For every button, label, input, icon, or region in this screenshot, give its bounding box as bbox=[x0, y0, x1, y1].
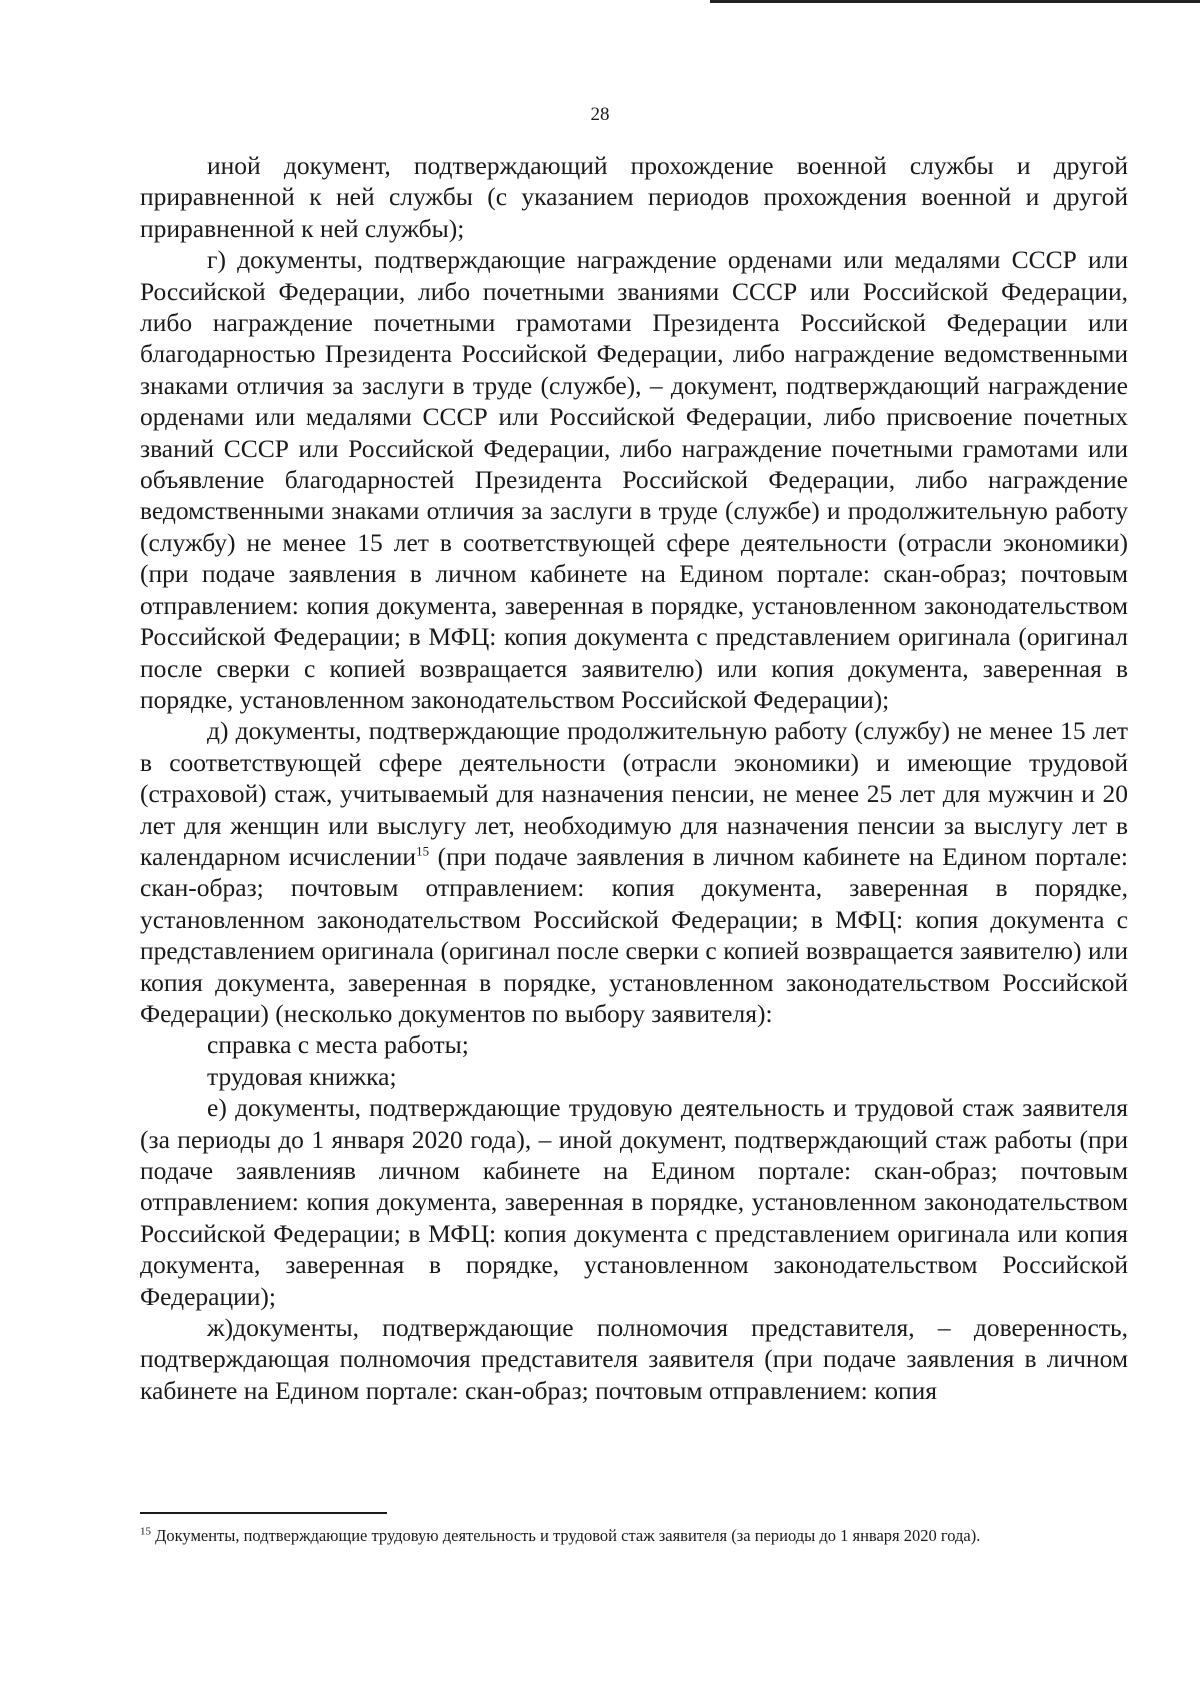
paragraph-d-text-after: (при подаче заявления в личном кабинете на Едином портале: скан-образ; почтовым отправлением: копия документа, заверенная в порядке, установленном законодательством Российской Федерации; в МФЦ: копия документа с представлением оригинала (оригинал после сверки с копией возвращается заявителю) или копия документа, заверенная в порядке, установленном законодательством Российской Федерации) (несколько документов по выбору заявителя): bbox=[140, 841, 1128, 1028]
paragraph-d-work-experience bbox=[140, 715, 1128, 1029]
footnote-marker: 15 bbox=[140, 1525, 151, 1538]
paragraph-d-text-before: д) документы, подтверждающие продолжительную работу (службу) не менее 15 лет в соответствующей сфере деятельности (отрасли экономики) и имеющие трудовой (страховой) стаж, учитываемый для назначения пенсии, не менее 25 лет для мужчин и 20 лет для женщин или выслугу лет, необходимую для назначения пенсии за выслугу лет в календарном исчислении bbox=[140, 716, 1128, 871]
footnote-text: Документы, подтверждающие трудовую деятельность и трудовой стаж заявителя (за периоды до 1 января 2020 года). bbox=[151, 1526, 981, 1545]
footnote bbox=[140, 1524, 1100, 1547]
page-number: 28 bbox=[590, 104, 610, 125]
list-item-work-book: трудовая книжка; bbox=[207, 1061, 397, 1091]
document-body bbox=[140, 150, 1128, 1406]
list-item-work-certificate: справка с места работы; bbox=[207, 1030, 469, 1060]
top-border-line bbox=[710, 0, 1200, 3]
paragraph-e-labor-activity: е) документы, подтверждающие трудовую деятельность и трудовой стаж заявителя (за периоды до 1 января 2020 года), – иной документ, подтверждающий стаж работы (при подаче заявленияв личном кабинете на Едином портале: скан-образ; почтовым отправлением: копия документа, заверенная в порядке, установленном законодательством Российской Федерации; в МФЦ: копия документа с представлением оригинала или копия документа, заверенная в порядке, установленном законодательством Российской Федерации); bbox=[140, 1093, 1128, 1311]
paragraph-g-awards: г) документы, подтверждающие награждение орденами или медалями СССР или Российской Федерации, либо почетными званиями СССР или Российской Федерации, либо награждение почетными грамотами Президента Российской Федерации или благодарностью Президента Российской Федерации, либо награждение ведомственными знаками отличия за заслуги в труде (службе), – документ, подтверждающий награждение орденами или медалями СССР или Российской Федерации, либо присвоение почетных званий СССР или Российской Федерации, либо награждение почетными грамотами или объявление благодарностей Президента Российской Федерации, либо награждение ведомственными знаками отличия за заслуги в труде (службе) и продолжительную работу (службу) не менее 15 лет в соответствующей сфере деятельности (отрасли экономики) (при подаче заявления в личном кабинете на Едином портале: скан-образ; почтовым отправлением: копия документа, заверенная в порядке, установленном законодательством Российской Федерации; в МФЦ: копия документа с представлением оригинала (оригинал после сверки с копией возвращается заявителю) или копия документа, заверенная в порядке, установленном законодательством Российской Федерации); bbox=[140, 245, 1128, 714]
footnote-reference: 15 bbox=[416, 843, 430, 859]
footnote-separator bbox=[140, 1512, 387, 1514]
paragraph-military-service: иной документ, подтверждающий прохождение военной службы и другой приравненной к ней службы (с указанием периодов прохождения военной и другой приравненной к ней службы); bbox=[140, 151, 1128, 243]
paragraph-zh-representative: ж)документы, подтверждающие полномочия представителя, – доверенность, подтверждающая полномочия представителя заявителя (при подаче заявления в личном кабинете на Едином портале: скан-образ; почтовым отправлением: копия bbox=[140, 1313, 1128, 1405]
